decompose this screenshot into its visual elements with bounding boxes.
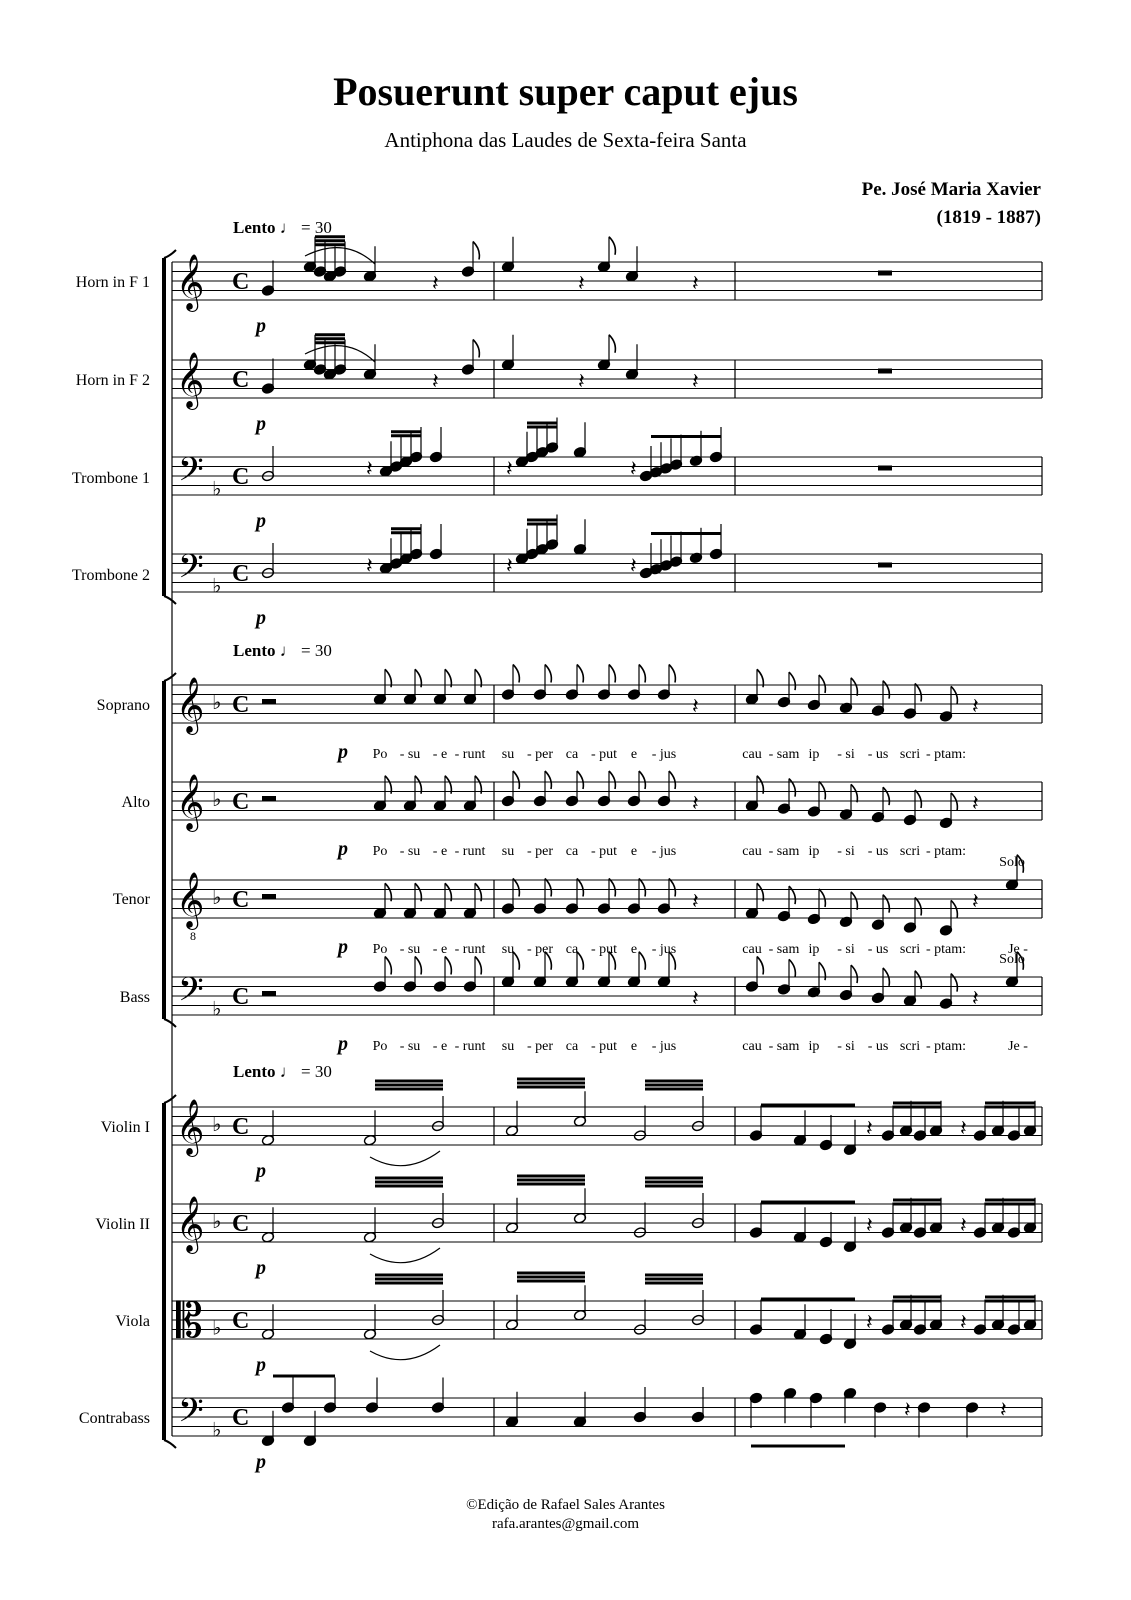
note-flag <box>851 965 857 983</box>
instrument-label-soprano: Soprano <box>96 697 150 714</box>
dynamic-marking: p <box>256 1451 266 1473</box>
lyric-syllable: - su <box>399 1039 421 1054</box>
note-flag <box>473 242 479 260</box>
footer <box>0 1496 1131 1534</box>
note-flag <box>609 771 615 789</box>
instrument-label-horn-1: Horn in F 1 <box>75 274 150 291</box>
note-flag <box>577 771 583 789</box>
rest-icon: 𝄽 <box>630 553 637 578</box>
bracket-hook <box>164 1440 176 1448</box>
treble-clef-icon: 𝄞 <box>176 1198 205 1251</box>
rest-icon: 𝄽 <box>972 888 979 914</box>
note-flag <box>609 665 615 683</box>
note-flag <box>951 793 957 811</box>
notes <box>261 237 1036 1447</box>
note-flag <box>385 957 391 975</box>
instrument-label-violin-1: Violin I <box>100 1119 150 1136</box>
rest-icon: 𝄽 <box>432 270 439 296</box>
composer-dates: (1819 - 1887) <box>936 207 1041 228</box>
bracket-hook <box>164 250 176 258</box>
lyric-syllable: - si <box>837 1039 855 1054</box>
dynamic-marking: p <box>256 315 266 337</box>
half-rest <box>262 796 276 801</box>
common-time-icon: C <box>232 1114 250 1140</box>
treble-clef-icon: 𝄞 <box>176 776 205 829</box>
rest-icon: 𝄽 <box>972 693 979 719</box>
instrument-label-alto: Alto <box>121 794 150 811</box>
lyric-syllable: cau <box>742 942 762 957</box>
dynamic-marking: p <box>256 510 266 532</box>
lyric-syllable: ip <box>808 747 820 762</box>
note-flag <box>819 675 825 693</box>
measure-rest <box>878 271 892 276</box>
common-time-icon: C <box>232 464 250 490</box>
slur <box>370 1151 440 1166</box>
rest-icon: 𝄽 <box>972 985 979 1011</box>
staff-7 <box>172 873 1042 930</box>
note-flag <box>789 779 795 797</box>
bracket-hook <box>164 673 176 681</box>
rest-icon: 𝄽 <box>904 1397 911 1422</box>
lyric-syllable: e <box>630 844 638 859</box>
note-flag <box>851 892 857 910</box>
staff-5 <box>172 678 1042 735</box>
treble-clef-icon: 𝄞 <box>176 1101 205 1154</box>
lyric-syllable: - put <box>590 747 618 762</box>
staff-4 <box>172 548 1042 597</box>
note-flag <box>951 974 957 992</box>
note-flag <box>609 879 615 897</box>
measure-rest <box>878 466 892 471</box>
note-flag <box>851 678 857 696</box>
lyric-syllable: cau <box>742 747 762 762</box>
instrument-label-trombone-1: Trombone 1 <box>71 470 150 487</box>
common-time-icon: C <box>232 1405 250 1431</box>
alto-clef-icon: 𝄡 <box>176 1295 203 1348</box>
tempo-label: Lento <box>233 218 276 237</box>
common-time-icon: C <box>232 887 250 913</box>
lyric-syllable: su <box>501 942 515 957</box>
note-flag <box>851 784 857 802</box>
lyric-syllable: - sam <box>768 747 800 762</box>
note-flag <box>915 898 921 916</box>
note-flag <box>639 771 645 789</box>
lyric-syllable: e <box>630 942 638 957</box>
note-flag <box>639 879 645 897</box>
rest-icon: 𝄽 <box>692 368 699 394</box>
note-flag <box>577 665 583 683</box>
rest-icon: 𝄽 <box>506 553 513 578</box>
lyric-syllable: - jus <box>651 747 677 762</box>
rest-icon: 𝄽 <box>692 790 699 816</box>
bracket-hook <box>164 1019 176 1027</box>
lyric-syllable: - runt <box>454 844 486 859</box>
rest-icon: 𝄽 <box>960 1212 967 1238</box>
dynamic-marking: p <box>256 607 266 629</box>
note-flag <box>669 771 675 789</box>
tempo-value: = 30 <box>301 218 332 237</box>
lyric-syllable: ca <box>565 942 579 957</box>
flat-icon: ♭ <box>212 692 222 714</box>
dynamic-marking: p <box>338 936 348 958</box>
staff-12 <box>172 1392 1042 1441</box>
rest-icon: 𝄽 <box>960 1115 967 1141</box>
rest-icon: 𝄽 <box>578 368 585 394</box>
note-flag <box>609 237 615 255</box>
common-time-icon: C <box>232 984 250 1010</box>
lyric-syllable: su <box>501 844 515 859</box>
note-flag <box>513 771 519 789</box>
rest-icon: 𝄽 <box>366 456 373 481</box>
note-flag <box>669 665 675 683</box>
lyric-syllable: Po <box>372 1039 388 1054</box>
common-time-icon: C <box>232 1308 250 1334</box>
lyric-syllable: - runt <box>454 747 486 762</box>
bass-clef-icon: 𝄢 <box>178 971 204 1016</box>
dynamic-marking: p <box>338 838 348 860</box>
rest-icon: 𝄽 <box>630 456 637 481</box>
solo-label: Solo <box>999 855 1025 870</box>
flat-icon: ♭ <box>212 1419 222 1442</box>
lyric-syllable: - ptam: <box>925 844 967 859</box>
note-flag <box>445 957 451 975</box>
note-flag <box>639 665 645 683</box>
note-flag <box>915 684 921 702</box>
lyric-syllable: cau <box>742 1039 762 1054</box>
lyric-syllable: Po <box>372 844 388 859</box>
lyric-syllable: - ptam: <box>925 942 967 957</box>
lyric-syllable: - ptam: <box>925 1039 967 1054</box>
instrument-label-contrabass: Contrabass <box>78 1410 150 1427</box>
lyric-syllable: - runt <box>454 1039 486 1054</box>
lyric-syllable: - e <box>432 844 448 859</box>
note-flag <box>883 681 889 699</box>
rest-icon: 𝄽 <box>692 888 699 914</box>
note-flag <box>475 957 481 975</box>
rest-icon: 𝄽 <box>960 1309 967 1335</box>
octave-marking: 8 <box>190 929 196 943</box>
lyric-syllable: su <box>501 747 515 762</box>
treble-clef-icon: 𝄞 <box>176 679 205 732</box>
quarter-note-icon: ♩ <box>279 1062 297 1081</box>
note-flag <box>513 665 519 683</box>
measure-rest <box>878 369 892 374</box>
note-flag <box>577 879 583 897</box>
instrument-label-violin-2: Violin II <box>95 1216 150 1233</box>
lyric-syllable: Je - <box>1008 942 1028 957</box>
note-flag <box>789 886 795 904</box>
flat-icon: ♭ <box>212 998 222 1021</box>
lyric-syllable: - jus <box>651 942 677 957</box>
lyric-syllable: - put <box>590 1039 618 1054</box>
dynamic-marking: p <box>256 1257 266 1279</box>
quarter-note-icon: ♩ <box>279 218 297 237</box>
lyric-syllable: - sam <box>768 844 800 859</box>
tempo-label: Lento <box>233 1062 276 1081</box>
rest-icon: 𝄽 <box>972 790 979 816</box>
rest-icon: 𝄽 <box>1000 1397 1007 1422</box>
lyric-syllable: scri <box>899 942 921 957</box>
lyric-syllable: - us <box>867 747 889 762</box>
tempo-value: = 30 <box>301 641 332 660</box>
solo-label: Solo <box>999 952 1025 967</box>
treble-clef-icon: 𝄞 <box>176 256 205 309</box>
rest-icon: 𝄽 <box>366 553 373 578</box>
rest-icon: 𝄽 <box>692 693 699 719</box>
note-flag <box>789 672 795 690</box>
lyric-syllable: scri <box>899 1039 921 1054</box>
note-flag <box>819 781 825 799</box>
bracket-hook <box>164 1095 176 1103</box>
flat-icon: ♭ <box>212 575 222 598</box>
lyric-syllable: - per <box>526 844 554 859</box>
note-flag <box>951 686 957 704</box>
page-subtitle: Antiphona das Laudes de Sexta-feira Santa <box>384 128 747 152</box>
bracket-hook <box>164 596 176 604</box>
page-title: Posuerunt super caput ejus <box>333 69 798 114</box>
note-flag <box>669 879 675 897</box>
staff-3 <box>172 451 1042 500</box>
rest-icon: 𝄽 <box>866 1309 873 1335</box>
slur <box>370 1248 440 1263</box>
note-flag <box>757 957 763 975</box>
note-flag <box>609 335 615 353</box>
common-time-icon: C <box>232 269 250 295</box>
lyric-syllable: - e <box>432 747 448 762</box>
rest-icon: 𝄽 <box>432 368 439 394</box>
lyric-syllable: - si <box>837 942 855 957</box>
tempo-value: = 30 <box>301 1062 332 1081</box>
bass-clef-icon: 𝄢 <box>178 548 204 593</box>
instrument-label-bass: Bass <box>119 989 150 1006</box>
footer-edition: ©Edição de Rafael Sales Arantes <box>466 1497 665 1513</box>
dynamic-marking: p <box>256 1160 266 1182</box>
rest-icon: 𝄽 <box>692 985 699 1011</box>
rest-icon: 𝄽 <box>692 270 699 296</box>
lyric-syllable: Po <box>372 747 388 762</box>
lyric-syllable: - jus <box>651 1039 677 1054</box>
note-flag <box>545 879 551 897</box>
note-flag <box>639 952 645 970</box>
note-flag <box>883 787 889 805</box>
footer-email: rafa.arantes@gmail.com <box>491 1516 640 1532</box>
lyric-syllable: - si <box>837 844 855 859</box>
quarter-note-icon: ♩ <box>279 641 297 660</box>
lyric-syllable: ca <box>565 844 579 859</box>
dynamic-marking: p <box>256 413 266 435</box>
bass-clef-icon: 𝄢 <box>178 1392 204 1437</box>
lyric-syllable: - put <box>590 942 618 957</box>
common-time-icon: C <box>232 367 250 393</box>
rest-icon: 𝄽 <box>866 1212 873 1238</box>
flat-icon: ♭ <box>212 1317 222 1340</box>
lyric-syllable: - per <box>526 747 554 762</box>
flat-icon: ♭ <box>212 1114 222 1136</box>
treble-clef-icon: 𝄞 <box>176 874 205 927</box>
instrument-label-tenor: Tenor <box>112 891 150 908</box>
treble-clef-icon: 𝄞 <box>176 354 205 407</box>
lyric-syllable: - per <box>526 1039 554 1054</box>
lyric-syllable: Po <box>372 942 388 957</box>
note-flag <box>789 959 795 977</box>
lyric-syllable: - e <box>432 1039 448 1054</box>
common-time-icon: C <box>232 692 250 718</box>
slur <box>370 1345 440 1360</box>
lyric-syllable: ip <box>808 844 820 859</box>
flat-icon: ♭ <box>212 1211 222 1233</box>
instrument-label-viola: Viola <box>115 1313 150 1330</box>
lyric-syllable: - su <box>399 942 421 957</box>
lyric-syllable: - su <box>399 844 421 859</box>
flat-icon: ♭ <box>212 789 222 811</box>
note-flag <box>819 889 825 907</box>
note-flag <box>415 957 421 975</box>
lyric-syllable: ip <box>808 942 820 957</box>
lyric-syllable: - sam <box>768 1039 800 1054</box>
lyric-syllable: - si <box>837 747 855 762</box>
note-flag <box>883 895 889 913</box>
composer-name: Pe. José Maria Xavier <box>861 179 1041 200</box>
lyric-syllable: ip <box>808 1039 820 1054</box>
instrument-label-trombone-2: Trombone 2 <box>71 567 150 584</box>
lyric-syllable: e <box>630 747 638 762</box>
lyric-syllable: - jus <box>651 844 677 859</box>
flat-icon: ♭ <box>212 887 222 909</box>
lyric-syllable: ca <box>565 747 579 762</box>
half-rest <box>262 894 276 899</box>
lyric-syllable: - ptam: <box>925 747 967 762</box>
note-flag <box>545 665 551 683</box>
rest-icon: 𝄽 <box>578 270 585 296</box>
rest-icon: 𝄽 <box>866 1115 873 1141</box>
dynamic-marking: p <box>256 1354 266 1376</box>
instrument-label-horn-2: Horn in F 2 <box>75 372 150 389</box>
lyric-syllable: - us <box>867 844 889 859</box>
half-rest <box>262 699 276 704</box>
lyric-syllable: cau <box>742 844 762 859</box>
note-flag <box>513 879 519 897</box>
lyric-syllable: - us <box>867 1039 889 1054</box>
common-time-icon: C <box>232 561 250 587</box>
bass-clef-icon: 𝄢 <box>178 451 204 496</box>
note-flag <box>473 340 479 358</box>
note-flag <box>951 900 957 918</box>
lyric-syllable: - su <box>399 747 421 762</box>
lyric-syllable: ca <box>565 1039 579 1054</box>
note-flag <box>915 790 921 808</box>
dynamic-marking: p <box>338 1033 348 1055</box>
lyric-syllable: e <box>630 1039 638 1054</box>
common-time-icon: C <box>232 789 250 815</box>
lyric-syllable: - per <box>526 942 554 957</box>
measure-rest <box>878 563 892 568</box>
lyric-syllable: - sam <box>768 942 800 957</box>
flat-icon: ♭ <box>212 478 222 501</box>
note-flag <box>545 771 551 789</box>
lyric-syllable: scri <box>899 844 921 859</box>
tempo-label: Lento <box>233 641 276 660</box>
lyric-syllable: Je - <box>1008 1039 1028 1054</box>
common-time-icon: C <box>232 1211 250 1237</box>
lyric-syllable: - us <box>867 942 889 957</box>
lyric-syllable: - e <box>432 942 448 957</box>
lyric-syllable: su <box>501 1039 515 1054</box>
lyric-syllable: scri <box>899 747 921 762</box>
rest-icon: 𝄽 <box>506 456 513 481</box>
lyric-syllable: - runt <box>454 942 486 957</box>
group-brackets <box>164 250 176 1448</box>
half-rest <box>262 991 276 996</box>
lyric-syllable: - put <box>590 844 618 859</box>
dynamic-marking: p <box>338 741 348 763</box>
